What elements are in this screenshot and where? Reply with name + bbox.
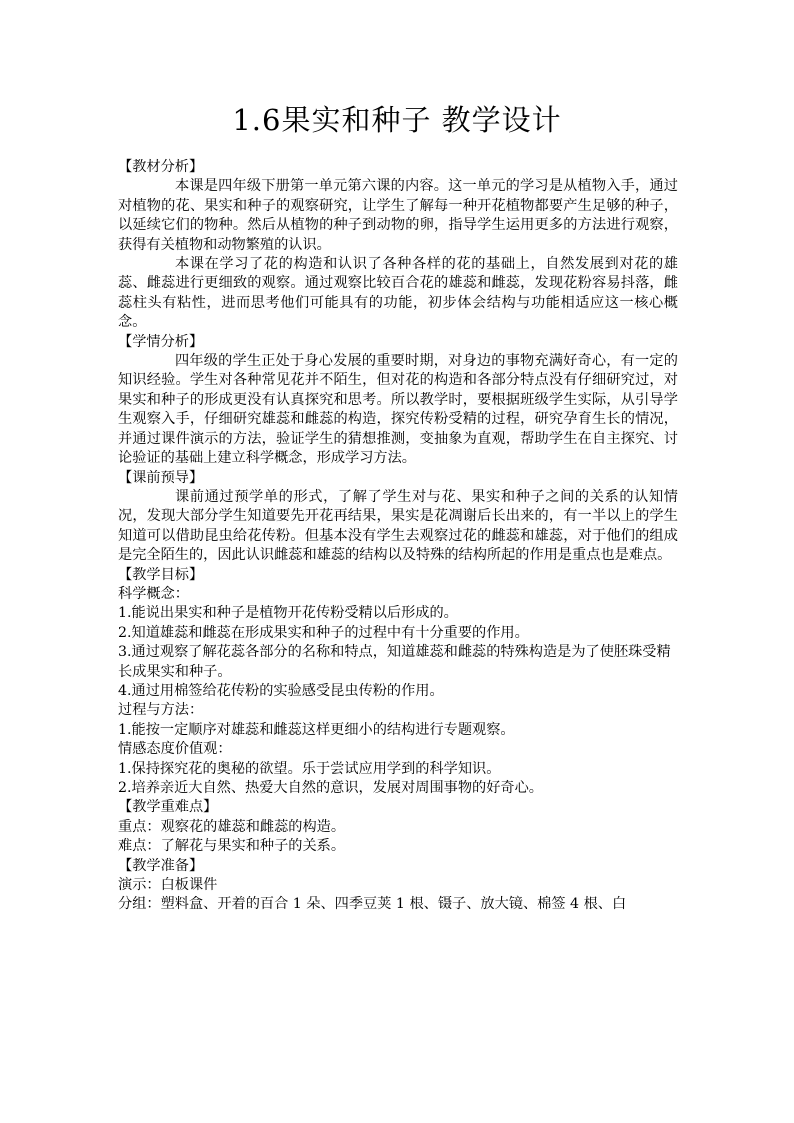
objective-concept-item: 1.能说出果实和种子是植物开花传粉受精以后形成的。 bbox=[118, 605, 458, 622]
objectives-attitude-label: 情感态度价值观： bbox=[118, 741, 232, 758]
objective-attitude-item: 1.保持探究花的奥秘的欲望。乐于尝试应用学到的科学知识。 bbox=[118, 760, 501, 777]
section-heading-objectives: 【教学目标】 bbox=[118, 566, 204, 583]
section-heading-preview: 【课前预导】 bbox=[118, 469, 204, 486]
section-heading-key-points: 【教学重难点】 bbox=[118, 799, 218, 816]
difficult-point: 难点：了解花与果实和种子的关系。 bbox=[118, 838, 346, 855]
objective-concept-item: 2.知道雄蕊和雌蕊在形成果实和种子的过程中有十分重要的作用。 bbox=[118, 624, 529, 641]
section-heading-preparation: 【教学准备】 bbox=[118, 857, 204, 874]
document-body bbox=[118, 158, 678, 915]
section-heading-textbook-analysis: 【教材分析】 bbox=[118, 159, 204, 175]
paragraph-student-analysis: 四年级的学生正处于身心发展的重要时期，对身边的事物充满好奇心，有一定的知识经验。学生对各种常见花并不陌生，但对花的构造和各部分特点没有仔细研究过，对果实和种子的形成更没有认真探究和思考。所以教学时，要根据班级学生实际，从引导学生观察入手，仔细研究雄蕊和雌蕊的构造，探究传粉受精的过程，研究孕育生长的情况，并通过课件演示的方法，验证学生的猜想推测，变抽象为直观，帮助学生在自主探究、讨论验证的基础上建立科学概念，形成学习方法。 bbox=[118, 353, 678, 467]
objectives-concepts-label: 科学概念： bbox=[118, 585, 189, 602]
paragraph-textbook-analysis-2: 本课在学习了花的构造和认识了各种各样的花的基础上，自然发展到对花的雄蕊、雌蕊进行更细致的观察。通过观察比较百合花的雄蕊和雌蕊，发现花粉容易抖落，雌蕊柱头有粘性，进而思考他们可能具有的功能，初步体会结构与功能相适应这一核心概念。 bbox=[118, 256, 678, 331]
key-point: 重点：观察花的雄蕊和雌蕊的构造。 bbox=[118, 818, 346, 835]
preparation-demo: 演示：白板课件 bbox=[118, 877, 218, 894]
document-title: 1.6果实和种子 教学设计 bbox=[232, 103, 562, 137]
objectives-process-label: 过程与方法： bbox=[118, 702, 204, 719]
objective-concept-item: 4.通过用棉签给花传粉的实验感受昆虫传粉的作用。 bbox=[118, 682, 444, 699]
paragraph-textbook-analysis-1: 本课是四年级下册第一单元第六课的内容。这一单元的学习是从植物入手，通过对植物的花、果实和种子的观察研究，让学生了解每一种开花植物都要产生足够的种子，以延续它们的物种。然后从植物的种子到动物的卵，指导学生运用更多的方法进行观察，获得有关植物和动物繁殖的认识。 bbox=[118, 178, 678, 253]
paragraph-preview: 课前通过预学单的形式，了解了学生对与花、果实和种子之间的关系的认知情况，发现大部分学生知道要先开花再结果，果实是花凋谢后长出来的，有一半以上的学生知道可以借助昆虫给花传粉。但基本没有学生去观察过花的雌蕊和雄蕊，对于他们的组成是完全陌生的，因此认识雌蕊和雄蕊的结构以及特殊的结构所起的作用是重点也是难点。 bbox=[118, 488, 678, 564]
objective-process-item: 1.能按一定顺序对雄蕊和雌蕊这样更细小的结构进行专题观察。 bbox=[118, 721, 515, 738]
preparation-group: 分组：塑料盒、开着的百合 1 朵、四季豆荚 1 根、镊子、放大镜、棉签 4 根、白 bbox=[118, 896, 627, 913]
objective-attitude-item: 2.培养亲近大自然、热爱大自然的意识，发展对周围事物的好奇心。 bbox=[118, 780, 543, 796]
section-heading-student-analysis: 【学情分析】 bbox=[118, 333, 204, 350]
objective-concept-item: 3.通过观察了解花蕊各部分的名称和特点，知道雄蕊和雌蕊的特殊构造是为了使胚珠受精长成果实和种子。 bbox=[118, 644, 671, 680]
